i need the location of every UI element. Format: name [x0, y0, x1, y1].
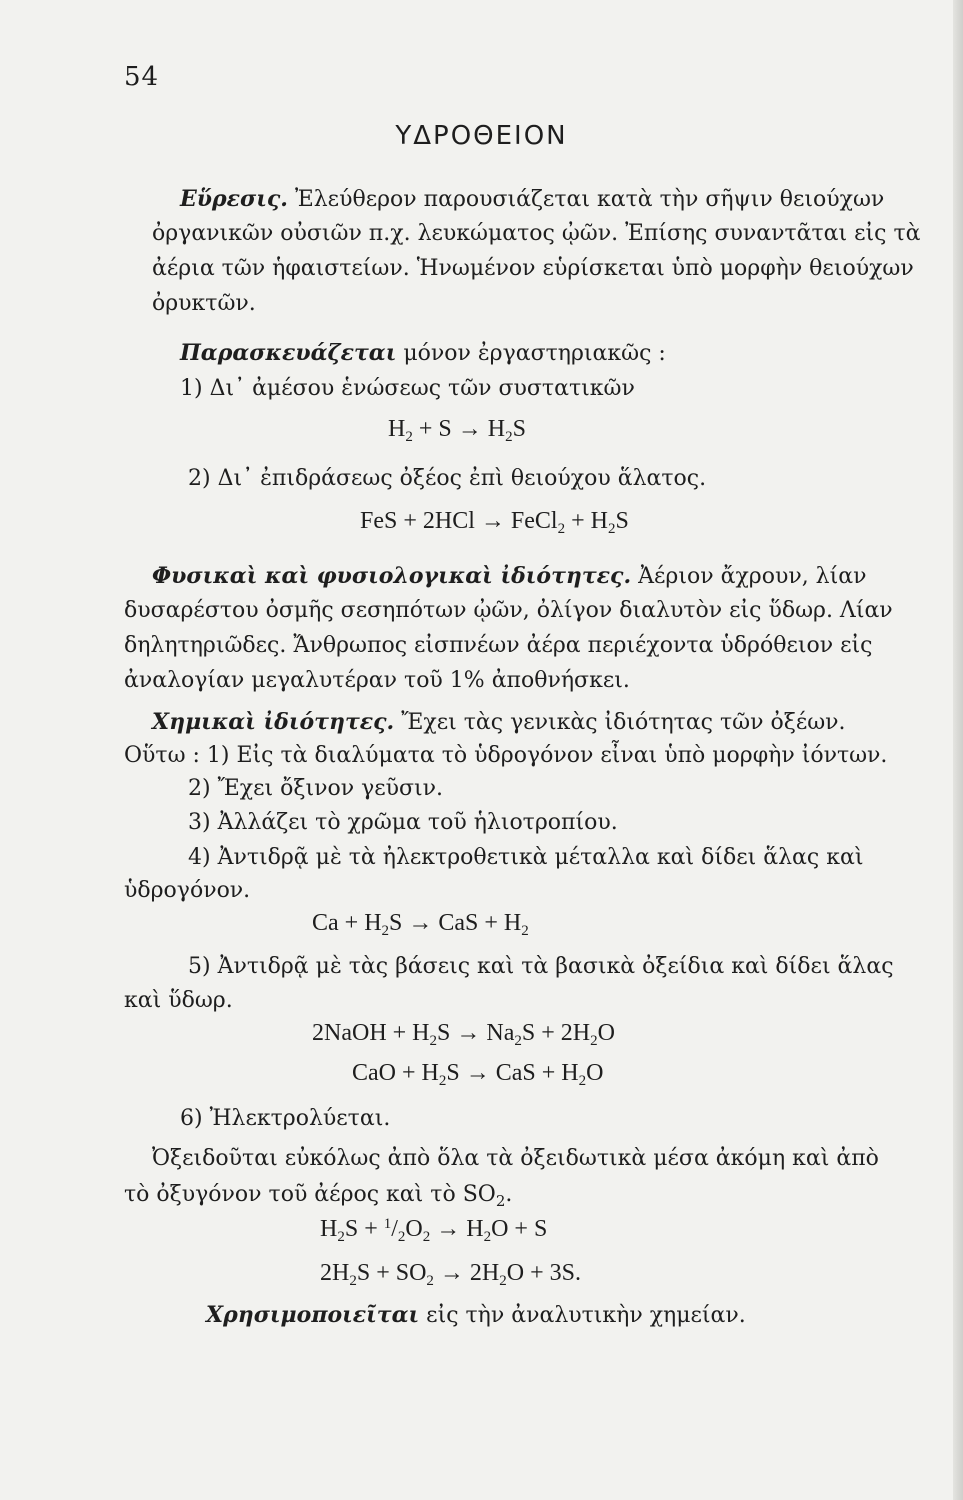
discovery-line-2: ὀργανικῶν οὐσιῶν π.χ. λευκώματος ᾠῶν. Ἐπίσης συναντᾶται εἰς τὰ: [152, 221, 921, 246]
preparation-line: [180, 338, 666, 369]
chemical-text-1: Ἔχει τὰς γενικὰς ἰδιότητας τῶν ὀξέων.: [401, 710, 846, 735]
preparation-item-2: 2) Δι᾽ ἐπιδράσεως ὀξέος ἐπὶ θειούχου ἅλατος.: [188, 466, 707, 491]
equation-fes-hcl: FeS + 2HCl → FeCl$_2$ + $H_2S$: [360, 508, 629, 537]
usage-label: Χρησιμοποιεῖται: [206, 1302, 420, 1328]
discovery-line-4: ὀρυκτῶν.: [152, 291, 256, 316]
physical-line-4: ἀναλογίαν μεγαλυτέραν τοῦ 1% ἀποθνήσκει.: [124, 668, 630, 693]
chemical-item-4: 4) Ἀντιδρᾷ μὲ τὰ ἠλεκτροθετικὰ μέταλλα καὶ δίδει ἅλας καὶ: [188, 845, 864, 870]
preparation-label: Παρασκευάζεται: [180, 340, 397, 366]
preparation-text: μόνον ἐργαστηριακῶς :: [403, 341, 666, 366]
chemical-item-5-cont: καὶ ὕδωρ.: [124, 988, 233, 1013]
chemical-item-5: 5) Ἀντιδρᾷ μὲ τὰς βάσεις καὶ τὰ βασικὰ ὀξείδια καὶ δίδει ἅλας: [188, 954, 894, 979]
discovery-line-3: ἀέρια τῶν ἡφαιστείων. Ἡνωμένον εὑρίσκεται ὑπὸ μορφὴν θειούχων: [152, 256, 914, 281]
usage-line: [206, 1300, 746, 1331]
oxidation-line-2: τὸ ὀξυγόνον τοῦ ἀέρος καὶ τὸ $SO_2$.: [124, 1182, 513, 1210]
chemical-item-3: 3) Ἀλλάζει τὸ χρῶμα τοῦ ἡλιοτροπίου.: [188, 810, 618, 835]
chemical-line-1: [152, 707, 846, 738]
discovery-line-1: [180, 184, 884, 215]
equation-ca: $Ca + H_2S$ → CaS + $H_2$: [312, 910, 529, 939]
physical-line-2: δυσαρέστου ὀσμῆς σεσηπότων ᾠῶν, ὀλίγον διαλυτὸν εἰς ὕδωρ. Λίαν: [124, 598, 893, 623]
physical-line-3: δηλητηριῶδες. Ἄνθρωπος εἰσπνέων ἀέρα περιέχοντα ὑδρόθειον εἰς: [124, 633, 873, 658]
equation-h2s-so2: $2H_2S + SO_2 \to 2H_2O + 3S$.: [320, 1260, 581, 1289]
preparation-item-1: 1) Δι᾽ ἀμέσου ἑνώσεως τῶν συστατικῶν: [180, 376, 635, 401]
discovery-label: Εὕρεσις.: [180, 186, 288, 212]
page-edge-shadow: [953, 0, 963, 1500]
equation-h2s-oxygen: $H_2S + ^1/_2O_2 \to H_2O + S$: [320, 1216, 548, 1245]
physical-line-1: [152, 561, 866, 592]
physical-label: Φυσικαὶ καὶ φυσιολογικαὶ ἰδιότητες.: [152, 563, 632, 589]
page-title: ΥΔΡΟΘΕΙΟΝ: [395, 121, 568, 151]
equation-naoh: 2NaOH + $H_2S \to Na_2S + 2H_2O$: [312, 1020, 615, 1049]
equation-cao: CaO + $H_2S$ → CaS + $H_2O$: [352, 1060, 604, 1089]
chemical-label: Χημικαὶ ἰδιότητες.: [152, 709, 395, 735]
physical-text-1: Ἀέριον ἄχρουν, λίαν: [638, 564, 867, 589]
usage-text: εἰς τὴν ἀναλυτικὴν χημείαν.: [426, 1303, 746, 1328]
page-number: 54: [124, 62, 160, 92]
chemical-item-2: 2) Ἔχει ὄξινον γεῦσιν.: [188, 776, 444, 801]
oxidation-line-1: Ὀξειδοῦται εὐκόλως ἀπὸ ὅλα τὰ ὀξειδωτικὰ μέσα ἀκόμη καὶ ἀπὸ: [152, 1146, 879, 1171]
chemical-item-6: 6) Ἠλεκτρολύεται.: [180, 1106, 391, 1131]
discovery-text-1: Ἐλεύθερον παρουσιάζεται κατὰ τὴν σῆψιν θειούχων: [294, 187, 885, 212]
chemical-item-4-cont: ὑδρογόνον.: [124, 878, 251, 903]
chemical-line-2: Οὕτω : 1) Εἰς τὰ διαλύματα τὸ ὑδρογόνον εἶναι ὑπὸ μορφὴν ἰόντων.: [124, 743, 888, 768]
equation-direct-synthesis: $H_2 + S \to H_2S$: [388, 416, 526, 445]
